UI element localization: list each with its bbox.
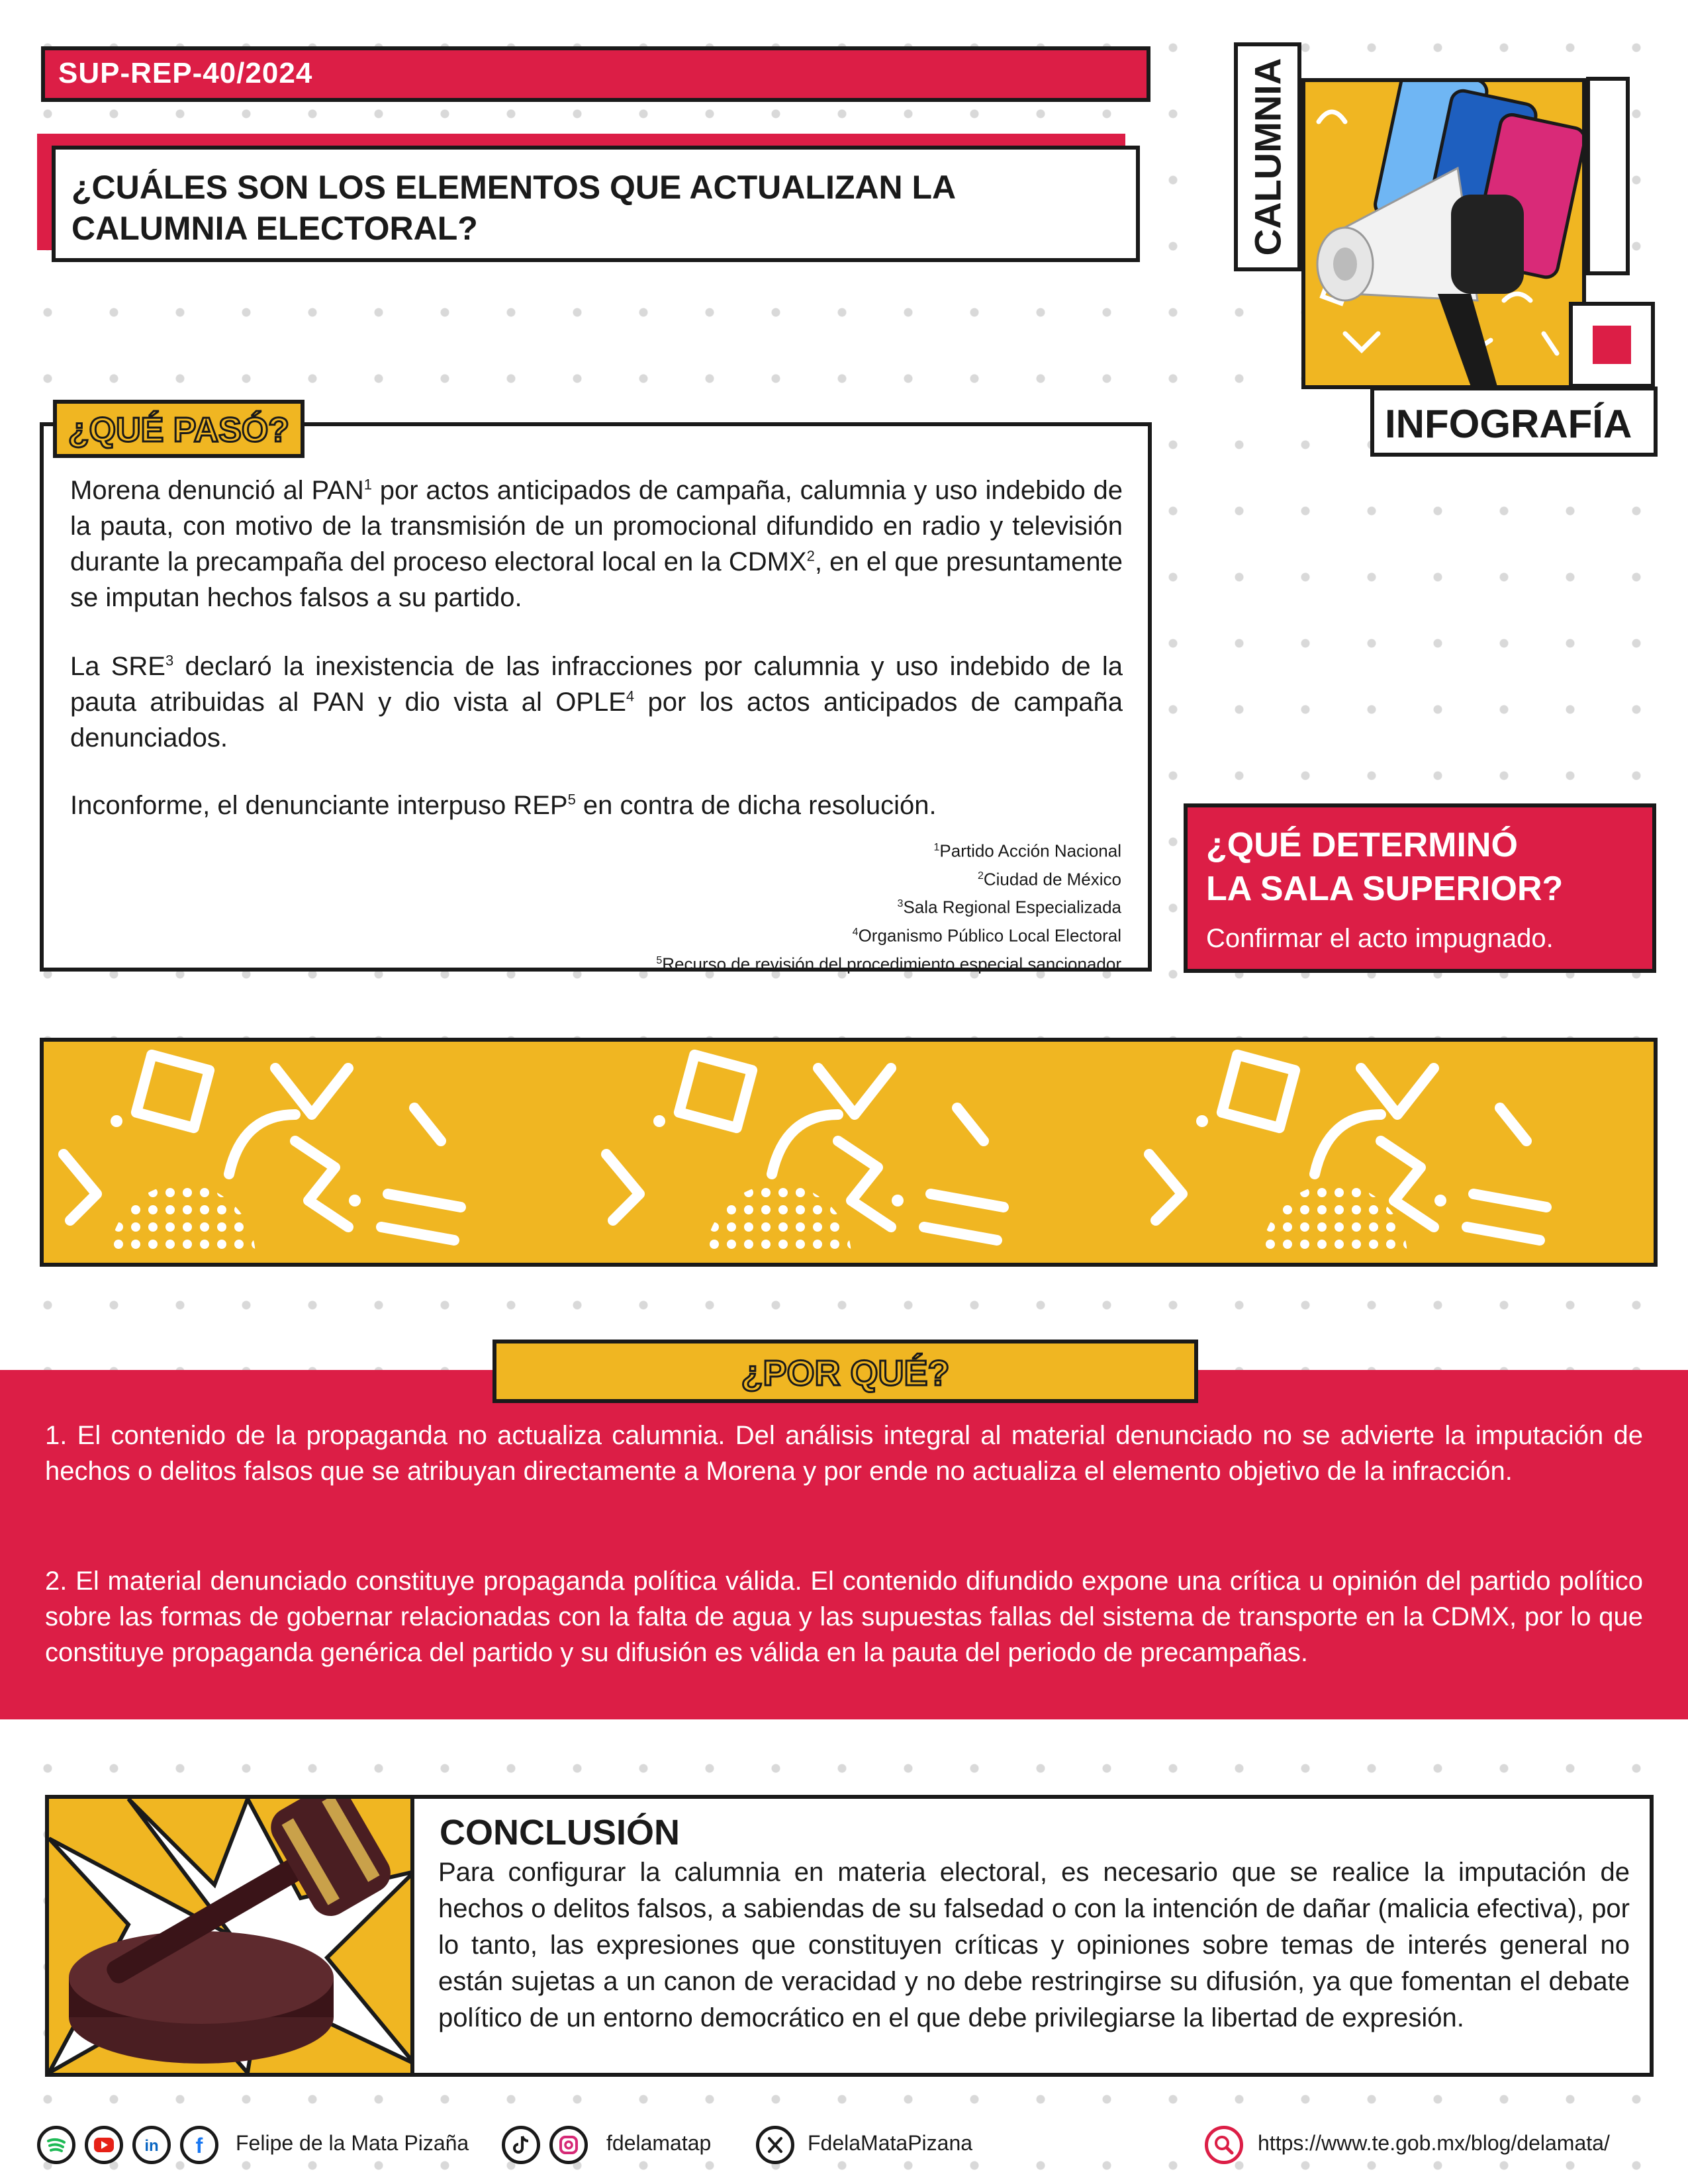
conclusion-title: CONCLUSIÓN <box>440 1813 680 1852</box>
youtube-icon[interactable] <box>85 2126 123 2164</box>
footnotes <box>656 835 1121 976</box>
svg-text:in: in <box>144 2137 159 2155</box>
footer-handle-2: FdelaMataPizana <box>808 2131 973 2155</box>
megaphone-phones-icon <box>1305 82 1583 387</box>
por-que-section <box>0 1370 1688 1719</box>
instagram-icon[interactable] <box>549 2126 588 2164</box>
que-paso-heading: ¿QUÉ PASÓ? <box>68 411 290 449</box>
title-box <box>52 146 1140 262</box>
que-paso-label <box>53 400 305 458</box>
case-code-bar <box>41 46 1150 102</box>
footnote: $^2$Ciudad de México <box>977 869 1121 889</box>
conclusion-text: Para configurar la calumnia en materia electoral, es necesario que se realice la imputación de hechos o delitos falsos, a sabiendas de su falsedad o con la intención de dañar (malicia efectiva), por lo tanto, las expresiones que constituyen críticas y opiniones sobre temas de interés general no están sujetas a un canon de veracidad y no debe restringirse su difusión, ya que fomentan el debate político de un entorno democrático en el que debe privilegiarse la libertad de expresión. <box>438 1858 1630 2032</box>
geometric-pattern-icon <box>44 1042 1654 1263</box>
infografia-label-box <box>1370 387 1658 457</box>
que-paso-paragraph-2: La SRE$^3$ declaró la inexistencia de las infracciones por calumnia y uso indebido de la pauta atribuidas al PAN y dio vista al OPLE$^4$ por los actos anticipados de campaña denunciados. <box>70 652 1123 752</box>
footer-name: Felipe de la Mata Pizaña <box>236 2131 469 2155</box>
facebook-icon[interactable] <box>180 2126 218 2164</box>
linkedin-icon[interactable] <box>132 2126 171 2164</box>
que-paso-paragraph-1: Morena denunció al PAN$^1$ por actos anticipados de campaña, calumnia y uso indebido de la pauta, con motivo de la transmisión de un promocional difundido en radio y televisión durante la precampaña del proceso electoral local en la CDMX$^2$, en el que presuntamente se imputan hechos falsos a su partido. <box>70 476 1123 612</box>
por-que-point-1: 1. El contenido de la propaganda no actualiza calumnia. Del análisis integral al material denunciado no se advierte la imputación de hechos o delitos falsos que se atribuyan directamente a Morena y por ende no actualiza el elemento objetivo de la infracción. <box>45 1421 1643 1486</box>
calumnia-vertical-label: CALUMNIA <box>1246 58 1289 256</box>
logo-red-square <box>1593 326 1631 364</box>
footer-handle-1: fdelamatap <box>606 2131 712 2155</box>
logo-decor-bar <box>1586 77 1630 275</box>
gavel-icon <box>49 1799 414 2073</box>
svg-text:f: f <box>195 2134 203 2158</box>
que-paso-section <box>40 422 1152 972</box>
x-icon[interactable] <box>756 2126 794 2164</box>
calumnia-label-box <box>1234 42 1301 271</box>
footnote: $^1$Partido Acción Nacional <box>933 841 1121 861</box>
por-que-point-2: 2. El material denunciado constituye propaganda política válida. El contenido difundido expone una crítica u opinión del partido político sobre las formas de gobernar relacionadas con la falta de agua y las supuestas fallas del sistema de transporte en la CDMX, por lo que constituye propaganda genérica del partido y su difusión es válida en la pauta del periodo de precampañas. <box>45 1567 1643 1667</box>
tiktok-icon[interactable] <box>502 2126 540 2164</box>
logo-illustration <box>1301 78 1586 389</box>
footnote: $^4$Organismo Público Local Electoral <box>852 925 1121 946</box>
que-paso-paragraph-3: Inconforme, el denunciante interpuso REP$^5$ en contra de dicha resolución. <box>70 791 937 820</box>
determino-section <box>1184 803 1656 973</box>
por-que-label <box>492 1340 1198 1403</box>
gavel-image <box>49 1799 414 2073</box>
determino-answer: Confirmar el acto impugnado. <box>1206 924 1554 953</box>
case-code: SUP-REP-40/2024 <box>58 57 313 89</box>
footnote: $^3$Sala Regional Especializada <box>897 897 1121 917</box>
decorative-pattern-band <box>40 1038 1658 1267</box>
page-title: ¿CUÁLES SON LOS ELEMENTOS QUE ACTUALIZAN LA CALUMNIA ELECTORAL? <box>71 169 955 247</box>
por-que-heading: ¿POR QUÉ? <box>741 1353 950 1393</box>
spotify-icon[interactable] <box>37 2126 75 2164</box>
footnote: $^5$Recurso de revisión del procedimiento especial sancionador <box>656 954 1121 974</box>
footer-url[interactable]: https://www.te.gob.mx/blog/delamata/ <box>1258 2131 1610 2155</box>
search-icon[interactable] <box>1205 2126 1243 2164</box>
determino-title: ¿QUÉ DETERMINÓ LA SALA SUPERIOR? <box>1206 826 1564 908</box>
infografia-label: INFOGRAFÍA <box>1385 402 1632 446</box>
